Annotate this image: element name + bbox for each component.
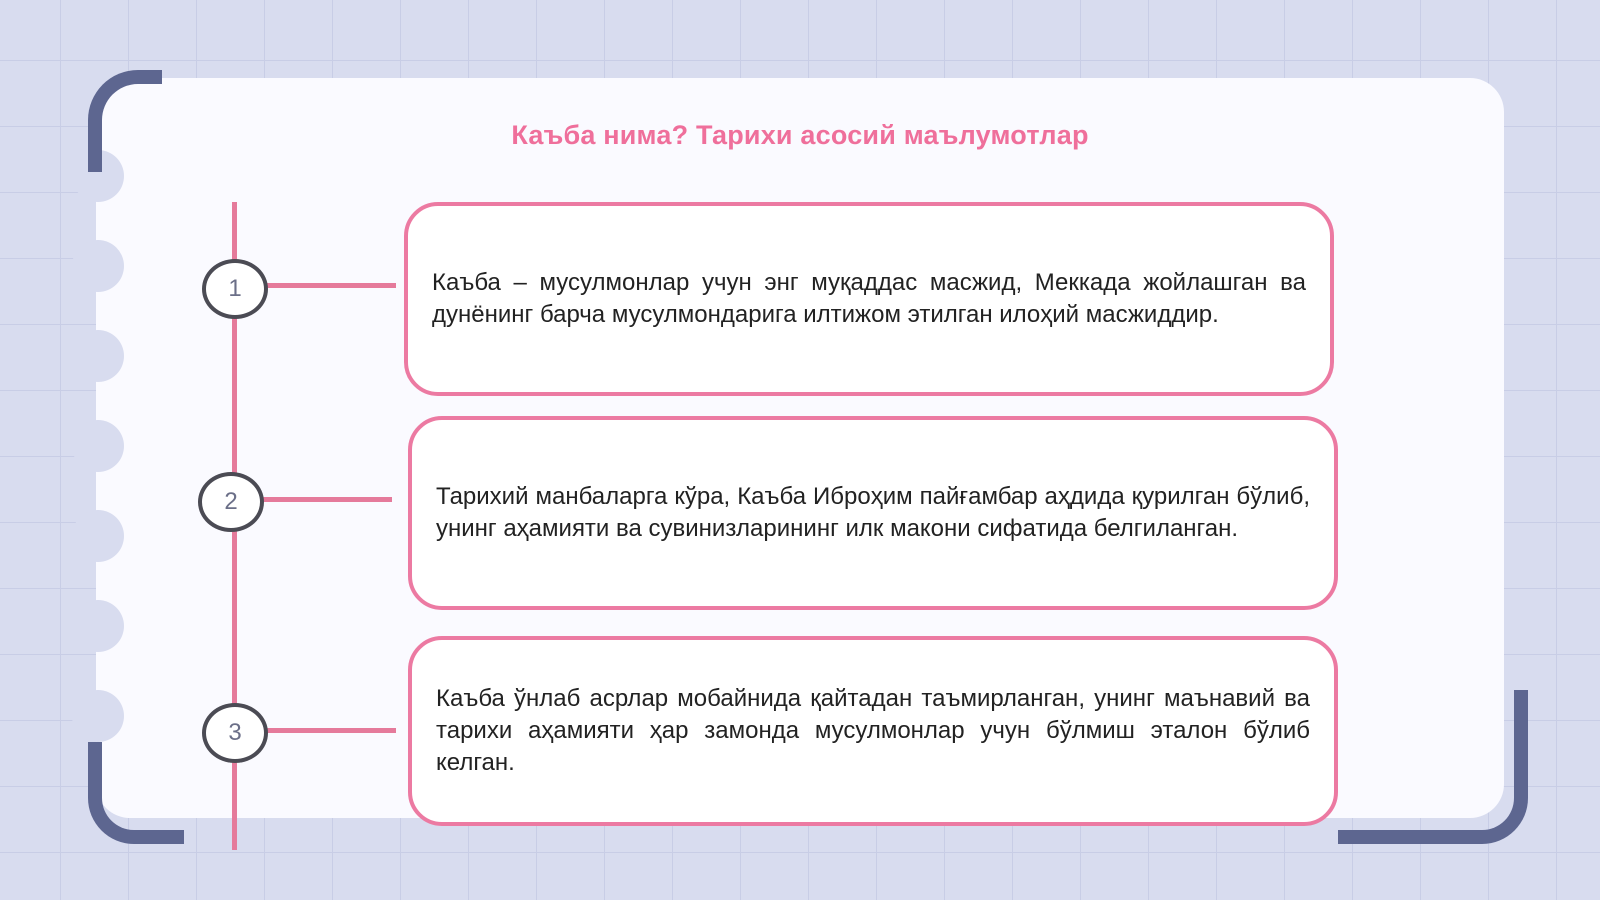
scallop-3 xyxy=(72,330,124,382)
connector-3 xyxy=(266,728,396,733)
step-text-3: Каъба ўнлаб асрлар мобайнида қайтадан таъмирланган, унинг маънавий ва тарихи аҳамияти ҳар замонда мусулмонлар учун бўлмиш эталон бўлиб келган. xyxy=(436,685,1310,776)
step-card-3 xyxy=(408,636,1338,826)
step-card-1 xyxy=(404,202,1334,396)
connector-1 xyxy=(266,283,396,288)
scallop-6 xyxy=(72,600,124,652)
step-number-2: 2 xyxy=(198,472,264,532)
scallop-2 xyxy=(72,240,124,292)
step-text-1: Каъба – мусулмонлар учун энг муқаддас масжид, Меккада жойлашган ва дунёнинг барча мусулмондарига илтижом этилган илоҳий масжиддир. xyxy=(432,269,1306,328)
step-number-1: 1 xyxy=(202,259,268,319)
scallop-4 xyxy=(72,420,124,472)
step-number-3: 3 xyxy=(202,703,268,763)
connector-2 xyxy=(262,497,392,502)
frame-corner-bottom-left xyxy=(88,742,184,844)
frame-corner-bottom-right xyxy=(1338,690,1528,844)
step-text-2: Тарихий манбаларга кўра, Каъба Иброҳим пайғамбар аҳдида қурилган бўлиб, унинг аҳамияти ва сувинизларининг илк макони сифатида белгиланган. xyxy=(436,483,1310,542)
step-card-2 xyxy=(408,416,1338,610)
scallop-5 xyxy=(72,510,124,562)
scallop-7 xyxy=(72,690,124,742)
slide-title: Каъба нима? Тарихи асосий маълумотлар xyxy=(511,120,1089,150)
